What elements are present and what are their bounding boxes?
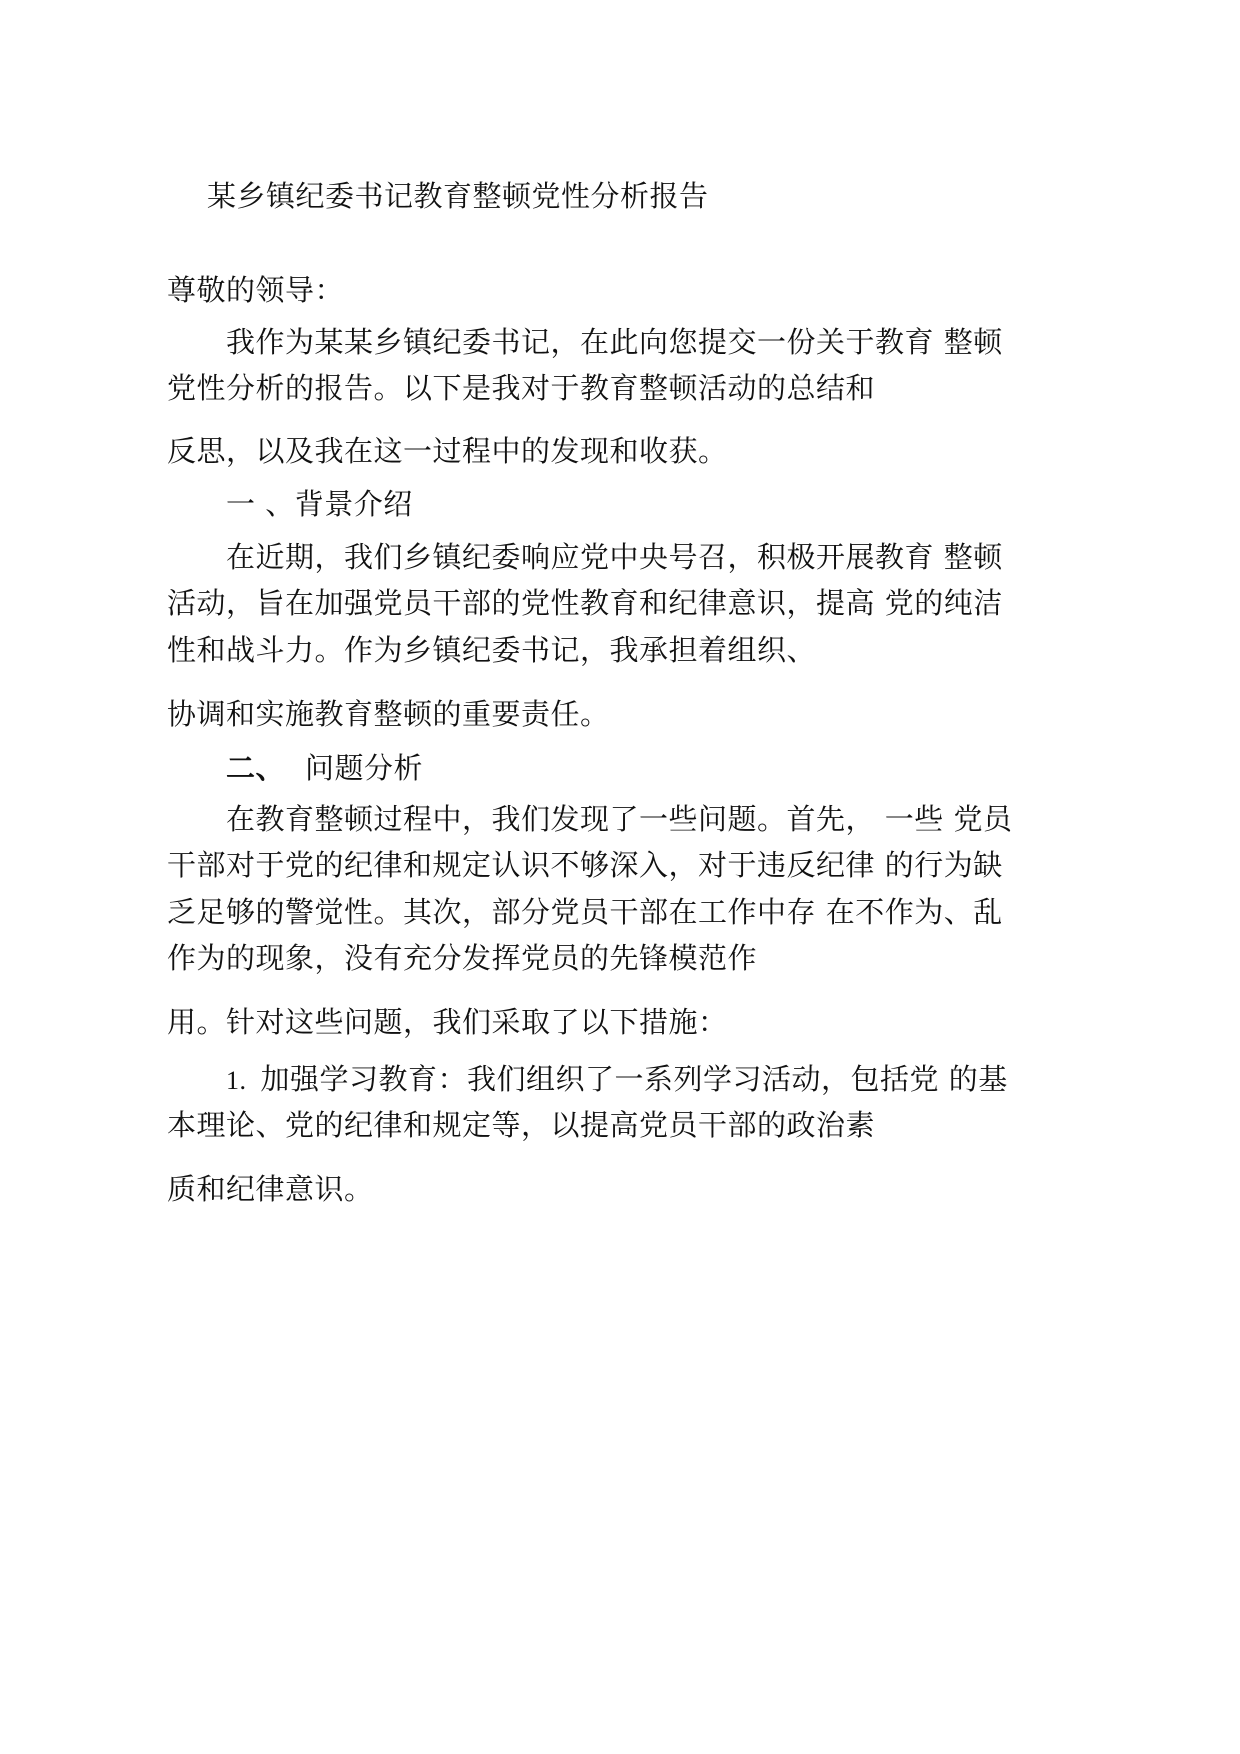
measure1-line-1: [226, 1061, 1008, 1099]
section1-line-3: 性和战斗力。作为乡镇纪委书记，我承担着组织、: [167, 633, 817, 667]
section2-line-1: 在教育整顿过程中，我们发现了一些问题。首先， 一些 党员: [226, 802, 1013, 836]
measure1-line-2: 本理论、党的纪律和规定等，以提高党员干部的政治素: [167, 1108, 876, 1142]
intro-line-1: 我作为某某乡镇纪委书记，在此向您提交一份关于教育 整顿: [226, 325, 1003, 359]
section2-heading-text: 问题分析: [305, 751, 424, 785]
section2-line-3: 乏足够的警觉性。其次，部分党员干部在工作中存 在不作为、乱: [167, 895, 1003, 929]
measure1-number: 1.: [226, 1066, 247, 1095]
section2-line-2: 干部对于党的纪律和规定认识不够深入，对于违反纪律 的行为缺: [167, 848, 1003, 882]
section2-heading-number: 二、: [226, 751, 286, 785]
section1-line-1: 在近期，我们乡镇纪委响应党中央号召，积极开展教育 整顿: [226, 540, 1003, 574]
section2-heading: [226, 750, 423, 786]
measure1-text: 加强学习教育：我们组织了一系列学习活动，包括党 的基: [260, 1062, 1008, 1096]
section1-line-2: 活动，旨在加强党员干部的党性教育和纪律意识，提高 党的纯洁: [167, 586, 1003, 620]
measure1-line-3: 质和纪律意识。: [167, 1172, 374, 1206]
intro-line-3: 反思，以及我在这一过程中的发现和收获。: [167, 434, 728, 468]
section2-line-4: 作为的现象，没有充分发挥党员的先锋模范作: [167, 941, 758, 975]
section1-heading: 一 、背景介绍: [226, 487, 413, 521]
document-title: 某乡镇纪委书记教育整顿党性分析报告: [207, 179, 709, 213]
salutation: 尊敬的领导：: [167, 273, 345, 307]
section2-line-5: 用。针对这些问题，我们采取了以下措施：: [167, 1005, 728, 1039]
intro-line-2: 党性分析的报告。以下是我对于教育整顿活动的总结和: [167, 371, 876, 405]
section1-line-4: 协调和实施教育整顿的重要责任。: [167, 697, 610, 731]
